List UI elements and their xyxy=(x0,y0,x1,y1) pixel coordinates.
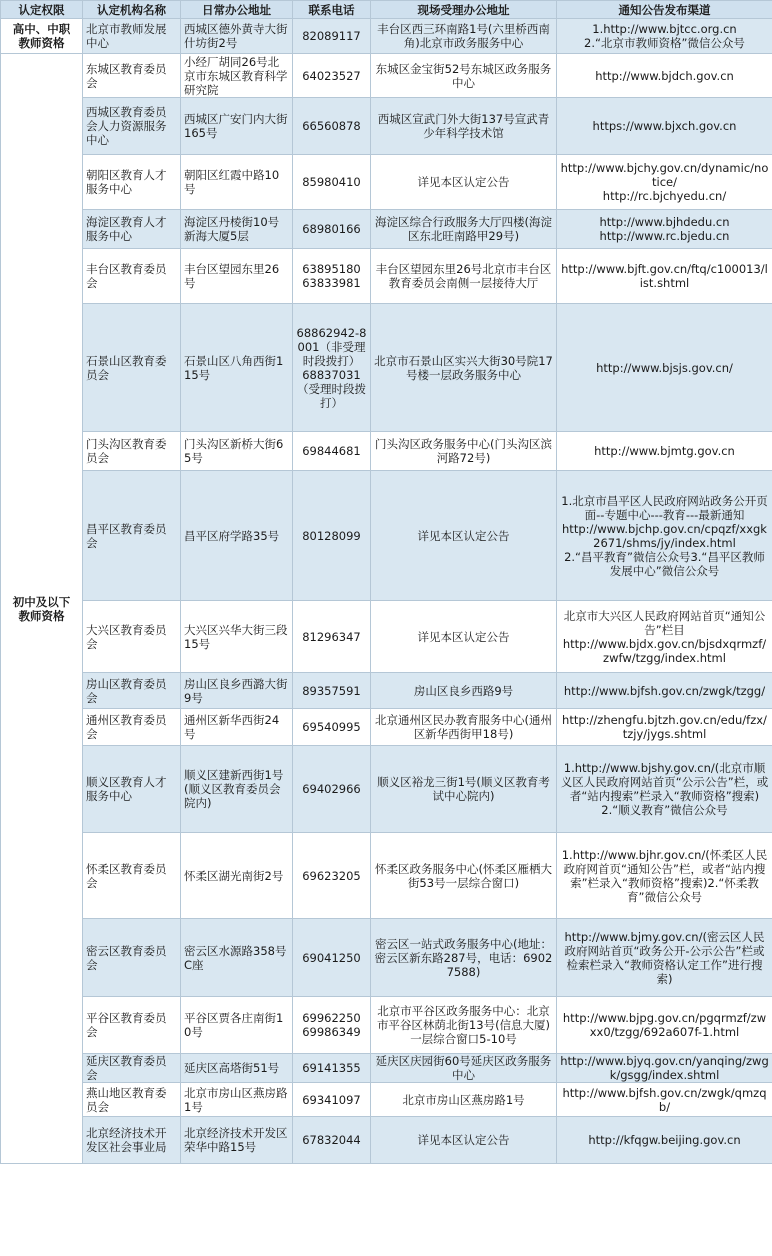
onsite-address-cell: 密云区一站式政务服务中心(地址：密云区新东路287号，电话：69027588) xyxy=(371,919,557,997)
office-address-cell: 平谷区贾各庄南街10号 xyxy=(181,997,293,1054)
phone-cell: 64023527 xyxy=(293,54,371,98)
org-name-cell: 房山区教育委员会 xyxy=(83,673,181,709)
phone-cell: 89357591 xyxy=(293,673,371,709)
table-row xyxy=(1,1117,772,1164)
phone-cell: 67832044 xyxy=(293,1117,371,1164)
office-address-cell: 通州区新华西街24号 xyxy=(181,709,293,746)
notice-channel-cell[interactable]: https://www.bjxch.gov.cn xyxy=(557,98,772,155)
org-name-cell: 北京经济技术开发区社会事业局 xyxy=(83,1117,181,1164)
table-row xyxy=(1,210,772,249)
onsite-address-cell: 详见本区认定公告 xyxy=(371,1117,557,1164)
org-name-cell: 丰台区教育委员会 xyxy=(83,249,181,304)
onsite-address-cell: 延庆区庆园街60号延庆区政务服务中心 xyxy=(371,1054,557,1083)
org-name-cell: 海淀区教育人才服务中心 xyxy=(83,210,181,249)
notice-channel-cell[interactable]: http://www.bjfsh.gov.cn/zwgk/qmzqb/ xyxy=(557,1083,772,1117)
table-row xyxy=(1,54,772,98)
org-name-cell: 平谷区教育委员会 xyxy=(83,997,181,1054)
table-row xyxy=(1,997,772,1054)
table-row xyxy=(1,432,772,471)
onsite-address-cell: 详见本区认定公告 xyxy=(371,471,557,601)
table-row xyxy=(1,1083,772,1117)
office-address-cell: 延庆区高塔街51号 xyxy=(181,1054,293,1083)
notice-channel-cell[interactable]: 1.http://www.bjhr.gov.cn/(怀柔区人民政府网首页“通知公告”栏，或者“站内搜索”栏录入“教师资格”搜索)2.“怀柔教育”微信公众号 xyxy=(557,833,772,919)
header-org-name: 认定机构名称 xyxy=(83,1,181,19)
phone-cell: 81296347 xyxy=(293,601,371,673)
phone-cell: 85980410 xyxy=(293,155,371,210)
org-name-cell: 顺义区教育人才服务中心 xyxy=(83,746,181,833)
onsite-address-cell: 海淀区综合行政服务大厅四楼(海淀区东北旺南路甲29号) xyxy=(371,210,557,249)
authority-cell: 高中、中职 教师资格 xyxy=(1,19,83,54)
org-name-cell: 燕山地区教育委员会 xyxy=(83,1083,181,1117)
notice-channel-cell[interactable]: http://www.bjchy.gov.cn/dynamic/notice/ http://rc.bjchyedu.cn/ xyxy=(557,155,772,210)
header-authority: 认定权限 xyxy=(1,1,83,19)
onsite-address-cell: 丰台区西三环南路1号(六里桥西南角)北京市政务服务中心 xyxy=(371,19,557,54)
office-address-cell: 丰台区望园东里26号 xyxy=(181,249,293,304)
notice-channel-cell[interactable]: http://www.bjmy.gov.cn/(密云区人民政府网站首页“政务公开-公示公告”栏或检索栏录入“教师资格认定工作”进行搜索) xyxy=(557,919,772,997)
org-name-cell: 怀柔区教育委员会 xyxy=(83,833,181,919)
phone-cell: 69844681 xyxy=(293,432,371,471)
table-row xyxy=(1,249,772,304)
onsite-address-cell: 丰台区望园东里26号北京市丰台区教育委员会南侧一层接待大厅 xyxy=(371,249,557,304)
table-row xyxy=(1,709,772,746)
notice-channel-cell[interactable]: http://www.bjfsh.gov.cn/zwgk/tzgg/ xyxy=(557,673,772,709)
office-address-cell: 昌平区府学路35号 xyxy=(181,471,293,601)
table-row xyxy=(1,98,772,155)
notice-channel-cell[interactable]: http://www.bjyq.gov.cn/yanqing/zwgk/gsgg/index.shtml xyxy=(557,1054,772,1083)
onsite-address-cell: 怀柔区政务服务中心(怀柔区雁栖大街53号一层综合窗口) xyxy=(371,833,557,919)
onsite-address-cell: 北京通州区民办教育服务中心(通州区新华西街甲18号) xyxy=(371,709,557,746)
notice-channel-cell[interactable]: http://www.bjsjs.gov.cn/ xyxy=(557,304,772,432)
org-name-cell: 密云区教育委员会 xyxy=(83,919,181,997)
notice-channel-cell[interactable]: http://www.bjhdedu.cn http://www.rc.bjedu.cn xyxy=(557,210,772,249)
phone-cell: 82089117 xyxy=(293,19,371,54)
table-row xyxy=(1,155,772,210)
onsite-address-cell: 北京市石景山区实兴大街30号院17号楼一层政务服务中心 xyxy=(371,304,557,432)
notice-channel-cell[interactable]: http://www.bjmtg.gov.cn xyxy=(557,432,772,471)
phone-cell: 69141355 xyxy=(293,1054,371,1083)
header-office-address: 日常办公地址 xyxy=(181,1,293,19)
table-row xyxy=(1,746,772,833)
org-name-cell: 北京市教师发展中心 xyxy=(83,19,181,54)
notice-channel-cell[interactable]: http://www.bjdch.gov.cn xyxy=(557,54,772,98)
onsite-address-cell: 详见本区认定公告 xyxy=(371,155,557,210)
office-address-cell: 怀柔区湖光南街2号 xyxy=(181,833,293,919)
notice-channel-cell[interactable]: http://www.bjpg.gov.cn/pgqrmzf/zwxx0/tzgg/692a607f-1.html xyxy=(557,997,772,1054)
office-address-cell: 小经厂胡同26号北京市东城区教育科学研究院 xyxy=(181,54,293,98)
header-phone: 联系电话 xyxy=(293,1,371,19)
notice-channel-cell[interactable]: 1.http://www.bjtcc.org.cn 2.“北京市教师资格”微信公众号 xyxy=(557,19,772,54)
org-name-cell: 东城区教育委员会 xyxy=(83,54,181,98)
phone-cell: 69402966 xyxy=(293,746,371,833)
phone-cell: 69962250 69986349 xyxy=(293,997,371,1054)
org-name-cell: 朝阳区教育人才服务中心 xyxy=(83,155,181,210)
office-address-cell: 石景山区八角西街115号 xyxy=(181,304,293,432)
header-row xyxy=(1,1,772,19)
onsite-address-cell: 门头沟区政务服务中心(门头沟区滨河路72号) xyxy=(371,432,557,471)
phone-cell: 68980166 xyxy=(293,210,371,249)
phone-cell: 69623205 xyxy=(293,833,371,919)
office-address-cell: 密云区水源路358号C座 xyxy=(181,919,293,997)
onsite-address-cell: 北京市房山区燕房路1号 xyxy=(371,1083,557,1117)
office-address-cell: 房山区良乡西潞大街9号 xyxy=(181,673,293,709)
onsite-address-cell: 详见本区认定公告 xyxy=(371,601,557,673)
office-address-cell: 朝阳区红霞中路10号 xyxy=(181,155,293,210)
notice-channel-cell[interactable]: 北京市大兴区人民政府网站首页“通知公告”栏目 http://www.bjdx.gov.cn/bjsdxqrmzf/zwfw/tzgg/index.html xyxy=(557,601,772,673)
office-address-cell: 大兴区兴华大街三段15号 xyxy=(181,601,293,673)
office-address-cell: 海淀区丹棱街10号新海大厦5层 xyxy=(181,210,293,249)
phone-cell: 69041250 xyxy=(293,919,371,997)
table-row xyxy=(1,601,772,673)
notice-channel-cell[interactable]: 1.http://www.bjshy.gov.cn/(北京市顺义区人民政府网站首页“公示公告”栏，或者“站内搜索”栏录入“教师资格”搜索)2.“顺义教育”微信公众号 xyxy=(557,746,772,833)
table-row xyxy=(1,471,772,601)
org-name-cell: 西城区教育委员会人力资源服务中心 xyxy=(83,98,181,155)
office-address-cell: 西城区德外黄寺大街什坊街2号 xyxy=(181,19,293,54)
onsite-address-cell: 东城区金宝街52号东城区政务服务中心 xyxy=(371,54,557,98)
notice-channel-cell[interactable]: http://kfqgw.beijing.gov.cn xyxy=(557,1117,772,1164)
phone-cell: 66560878 xyxy=(293,98,371,155)
header-onsite-address: 现场受理办公地址 xyxy=(371,1,557,19)
org-name-cell: 延庆区教育委员会 xyxy=(83,1054,181,1083)
org-name-cell: 昌平区教育委员会 xyxy=(83,471,181,601)
table-row xyxy=(1,304,772,432)
office-address-cell: 北京市房山区燕房路1号 xyxy=(181,1083,293,1117)
phone-cell: 69341097 xyxy=(293,1083,371,1117)
phone-cell: 63895180 63833981 xyxy=(293,249,371,304)
office-address-cell: 北京经济技术开发区荣华中路15号 xyxy=(181,1117,293,1164)
onsite-address-cell: 北京市平谷区政务服务中心：北京市平谷区林荫北街13号(信息大厦)一层综合窗口5-10号 xyxy=(371,997,557,1054)
onsite-address-cell: 顺义区裕龙三街1号(顺义区教育考试中心院内) xyxy=(371,746,557,833)
org-name-cell: 石景山区教育委员会 xyxy=(83,304,181,432)
org-name-cell: 大兴区教育委员会 xyxy=(83,601,181,673)
notice-channel-cell[interactable]: http://www.bjft.gov.cn/ftq/c100013/list.shtml xyxy=(557,249,772,304)
phone-cell: 68862942-8001（非受理时段拨打） 68837031（受理时段拨打） xyxy=(293,304,371,432)
org-name-cell: 门头沟区教育委员会 xyxy=(83,432,181,471)
onsite-address-cell: 西城区宣武门外大街137号宣武青少年科学技术馆 xyxy=(371,98,557,155)
org-name-cell: 通州区教育委员会 xyxy=(83,709,181,746)
phone-cell: 69540995 xyxy=(293,709,371,746)
authority-cell: 初中及以下 教师资格 xyxy=(1,54,83,1164)
table-row xyxy=(1,833,772,919)
notice-channel-cell[interactable]: http://zhengfu.bjtzh.gov.cn/edu/fzx/tzjy/jygs.shtml xyxy=(557,709,772,746)
table-row xyxy=(1,673,772,709)
header-notice-channel: 通知公告发布渠道 xyxy=(557,1,772,19)
table-row xyxy=(1,919,772,997)
table-row xyxy=(1,1054,772,1083)
table-row xyxy=(1,19,772,54)
phone-cell: 80128099 xyxy=(293,471,371,601)
onsite-address-cell: 房山区良乡西路9号 xyxy=(371,673,557,709)
office-address-cell: 顺义区建新西街1号(顺义区教育委员会院内) xyxy=(181,746,293,833)
notice-channel-cell[interactable]: 1.北京市昌平区人民政府网站政务公开页面--专题中心---教育---最新通知 http://www.bjchp.gov.cn/cpqzf/xxgk2671/shms/jy/index.html 2.“昌平教育”微信公众号3.“昌平区教师发展中心”微信公众号 xyxy=(557,471,772,601)
office-address-cell: 门头沟区新桥大街65号 xyxy=(181,432,293,471)
office-address-cell: 西城区广安门内大街165号 xyxy=(181,98,293,155)
